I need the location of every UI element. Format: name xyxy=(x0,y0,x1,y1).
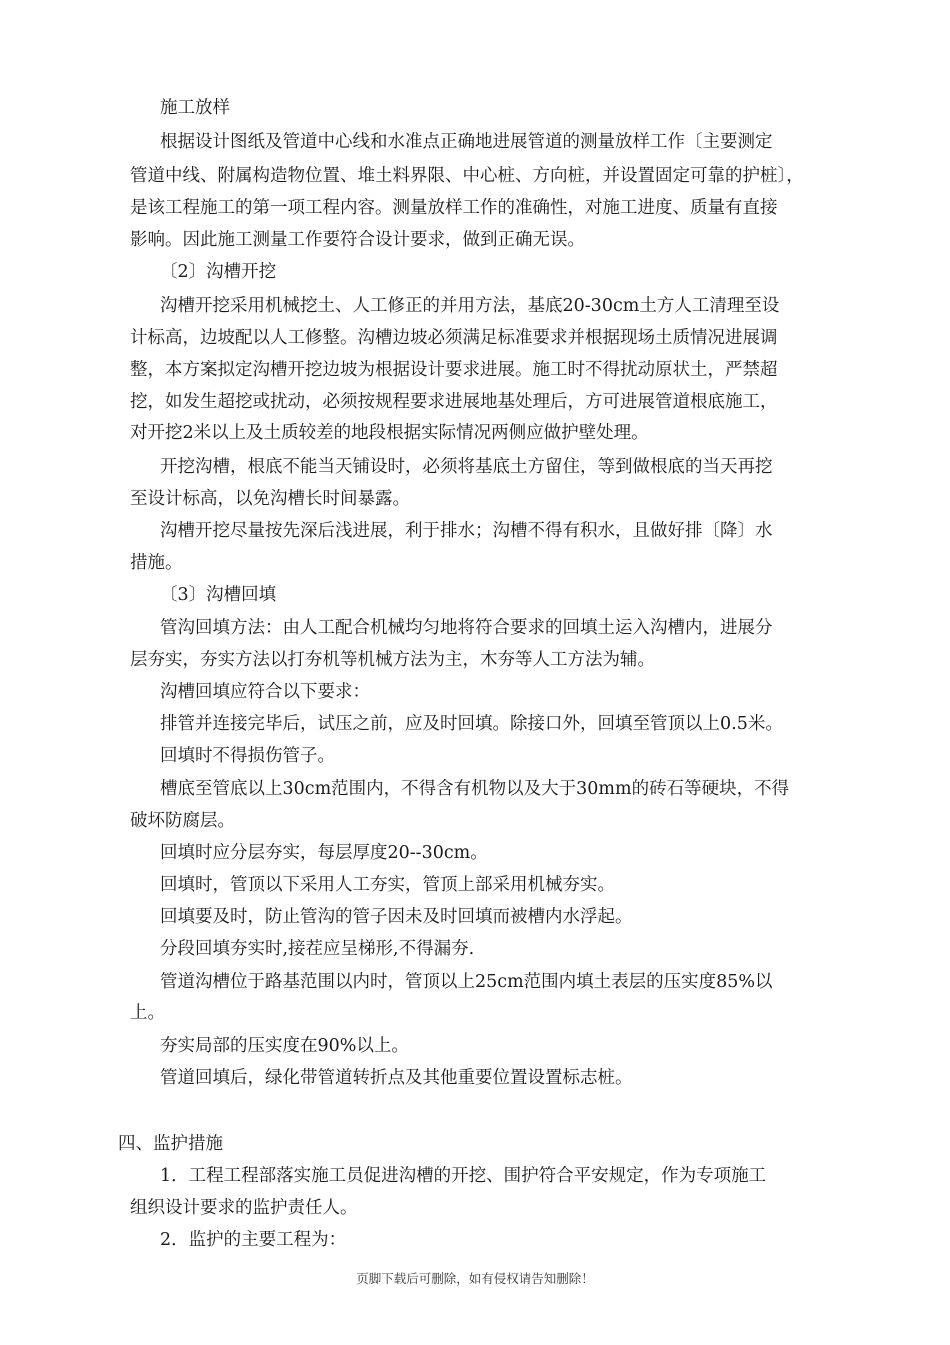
paragraph-line: 措施。 xyxy=(130,553,183,573)
paragraph-line: 挖，如发生超挖或扰动，必须按规程要求进展地基处理后，方可进展管道根底施工， xyxy=(130,392,778,412)
paragraph-line: 回填时，管顶以下采用人工夯实，管顶上部采用机械夯实。 xyxy=(160,875,615,895)
paragraph-line: 计标高，边坡配以人工修整。沟槽边坡必须满足标准要求并根据现场土质情况进展调 xyxy=(130,328,778,348)
paragraph-line: 管道中线、附属构造物位置、堆土料界限、中心桩、方向桩，并设置固定可靠的护桩〕， xyxy=(130,166,804,186)
paragraph-line: 上。 xyxy=(130,1003,165,1023)
paragraph-line: 整，本方案拟定沟槽开挖边坡为根据设计要求进展。施工时不得扰动原状土，严禁超 xyxy=(130,360,778,380)
paragraph-line: 根据设计图纸及管道中心线和水准点正确地进展管道的测量放样工作〔主要测定 xyxy=(160,132,773,152)
paragraph-line: 对开挖2米以上及土质较差的地段根据实际情况两侧应做护壁处理。 xyxy=(130,423,649,443)
paragraph-line: 管道回填后，绿化带管道转折点及其他重要位置设置标志桩。 xyxy=(160,1068,633,1088)
paragraph-line: 管道沟槽位于路基范围以内时，管顶以上25cm范围内填土表层的压实度85%以 xyxy=(160,972,773,992)
paragraph-line: 夯实局部的压实度在90%以上。 xyxy=(160,1036,409,1056)
paragraph-line: 组织设计要求的监护责任人。 xyxy=(130,1198,358,1218)
paragraph-line: 层夯实，夯实方法以打夯机等机械方法为主，木夯等人工方法为辅。 xyxy=(130,650,655,670)
paragraph-line: 沟槽回填应符合以下要求： xyxy=(160,682,370,702)
paragraph-line: 沟槽开挖采用机械挖土、人工修正的并用方法，基底20-30cm土方人工清理至设 xyxy=(160,296,780,316)
section-heading-setting-out: 施工放样 xyxy=(160,98,230,118)
paragraph-line: 破坏防腐层。 xyxy=(130,811,235,831)
paragraph-line: 回填时应分层夯实，每层厚度20--30cm。 xyxy=(160,843,488,863)
section-heading-trench-backfill: 〔3〕沟槽回填 xyxy=(160,585,277,605)
paragraph-line: 影响。因此施工测量工作要符合设计要求，做到正确无误。 xyxy=(130,230,585,250)
paragraph-line: 沟槽开挖尽量按先深后浅进展，利于排水；沟槽不得有积水，且做好排〔降〕水 xyxy=(160,521,773,541)
paragraph-line: 槽底至管底以上30cm范围内，不得含有机物以及大于30mm的砖石等硬块，不得 xyxy=(160,779,790,799)
section-heading-monitoring-measures: 四、监护措施 xyxy=(118,1134,223,1154)
paragraph-line: 回填时不得损伤管子。 xyxy=(160,746,335,766)
paragraph-line: 排管并连接完毕后，试压之前，应及时回填。除接口外，回填至管顶以上0.5米。 xyxy=(160,714,783,734)
paragraph-line: 1．工程工程部落实施工员促进沟槽的开挖、围护符合平安规定，作为专项施工 xyxy=(160,1166,767,1186)
paragraph-line: 2．监护的主要工程为： xyxy=(160,1230,347,1250)
paragraph-line: 管沟回填方法：由人工配合机械均匀地将符合要求的回填土运入沟槽内，进展分 xyxy=(160,618,773,638)
paragraph-line: 开挖沟槽，根底不能当天铺设时，必须将基底土方留住，等到做根底的当天再挖 xyxy=(160,457,773,477)
section-heading-trench-excavation: 〔2〕沟槽开挖 xyxy=(160,262,277,282)
paragraph-line: 分段回填夯实时,接茬应呈梯形,不得漏夯. xyxy=(160,939,475,959)
page-footer-note: 页脚下载后可删除，如有侵权请告知删除！ xyxy=(356,1271,594,1286)
paragraph-line: 回填要及时，防止管沟的管子因未及时回填而被槽内水浮起。 xyxy=(160,907,633,927)
paragraph-line: 是该工程施工的第一项工程内容。测量放样工作的准确性，对施工进度、质量有直接 xyxy=(130,198,778,218)
paragraph-line: 至设计标高，以免沟槽长时间暴露。 xyxy=(130,489,410,509)
